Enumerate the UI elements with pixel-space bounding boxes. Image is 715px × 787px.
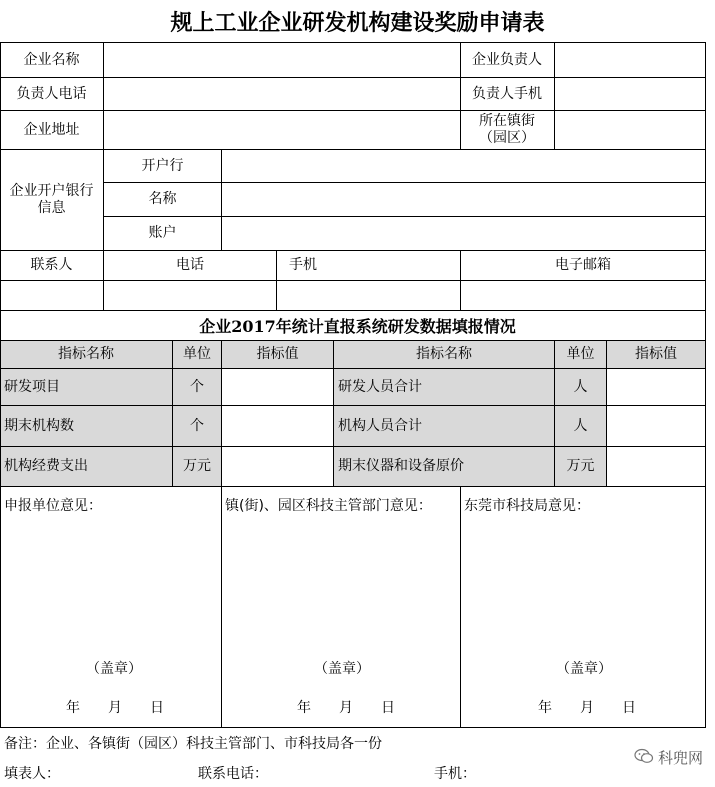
city-opinion-label: 东莞市科技局意见： [464,498,590,514]
bank-account-field[interactable] [222,217,705,250]
bank-name-field[interactable] [222,183,705,216]
row1-unit-left: 个 [190,378,204,395]
city-date: 年 月 日 [538,700,636,716]
head-mobile-label: 负责人手机 [472,85,542,102]
footer-mobile-label: 手机： [434,766,476,782]
row2-value-right[interactable] [607,406,705,446]
row3-unit-right: 万元 [566,458,595,474]
city-seal: （盖章） [556,661,612,677]
town-date: 年 月 日 [297,700,395,716]
row1-unit-right: 人 [573,378,588,395]
footer-note: 备注：企业、各镇街（园区）科技主管部门、市科技局各一份 [4,736,382,752]
town-label-line2: （园区） [479,130,535,146]
watermark [634,747,703,768]
row1-name-left: 研发项目 [4,378,60,395]
town-opinion-label: 镇(街)、园区科技主管部门意见： [225,498,432,514]
company-head-field[interactable] [555,43,705,77]
email-label: 电子邮箱 [555,257,611,273]
applicant-opinion-label: 申报单位意见： [4,498,102,514]
row2-value-left[interactable] [222,406,333,446]
company-address-label: 企业地址 [23,121,80,138]
town-label [460,111,554,149]
bank-info-label-line1: 企业开户银行 [9,183,94,199]
company-name-field[interactable] [104,43,460,77]
form-title: 规上工业企业研发机构建设奖励申请表 [170,9,545,36]
city-opinion-area[interactable] [461,487,705,727]
company-head-label: 企业负责人 [472,51,542,68]
head-phone-label: 负责人电话 [16,85,87,102]
row3-name-right: 期末仪器和设备原价 [338,458,464,474]
header-indicator-value-2: 指标值 [635,346,677,362]
bank-info-label [0,150,103,250]
company-address-field[interactable] [104,111,460,149]
row1-name-right: 研发人员合计 [338,378,422,395]
header-unit-2: 单位 [566,346,595,362]
row3-value-right[interactable] [607,447,705,486]
bank-open-label: 开户行 [141,157,184,174]
town-seal: （盖章） [314,661,370,677]
bank-open-field[interactable] [222,150,705,182]
row1-value-left[interactable] [222,369,333,405]
mobile-label: 手机 [289,257,317,273]
header-unit-1: 单位 [183,346,211,362]
row2-name-left: 期末机构数 [4,417,74,434]
row2-name-right: 机构人员合计 [338,417,422,434]
head-mobile-field[interactable] [555,78,705,110]
bank-name-label: 名称 [148,191,177,207]
company-name-label: 企业名称 [23,51,80,68]
phone-field[interactable] [104,281,276,310]
applicant-seal: （盖章） [86,661,142,677]
contact-field[interactable] [1,281,103,310]
filler-label: 填表人： [4,766,60,782]
contact-phone-label: 联系电话： [198,766,268,782]
email-field[interactable] [461,281,705,310]
row1-value-right[interactable] [607,369,705,405]
header-indicator-name-1: 指标名称 [58,346,114,362]
head-phone-field[interactable] [104,78,460,110]
phone-label: 电话 [176,257,204,273]
bank-account-label: 账户 [148,225,177,241]
header-indicator-value-1: 指标值 [256,346,299,362]
bank-info-label-line2: 信息 [37,200,66,216]
town-field[interactable] [555,111,705,149]
watermark-text: 科兜网 [657,749,703,767]
row3-value-left[interactable] [222,447,333,486]
applicant-date: 年 月 日 [66,700,164,716]
wechat-icon [634,748,654,768]
row2-unit-left: 个 [190,417,204,434]
town-label-line1: 所在镇街 [479,113,535,129]
section-title: 企业2017年统计直报系统研发数据填报情况 [199,317,516,336]
town-opinion-area[interactable] [222,487,460,727]
row3-unit-left: 万元 [183,458,211,474]
contact-label: 联系人 [30,257,73,273]
header-indicator-name-2: 指标名称 [416,346,472,362]
mobile-field[interactable] [277,281,460,310]
applicant-opinion-area[interactable] [1,487,221,727]
row3-name-left: 机构经费支出 [4,458,88,474]
row2-unit-right: 人 [573,417,588,434]
